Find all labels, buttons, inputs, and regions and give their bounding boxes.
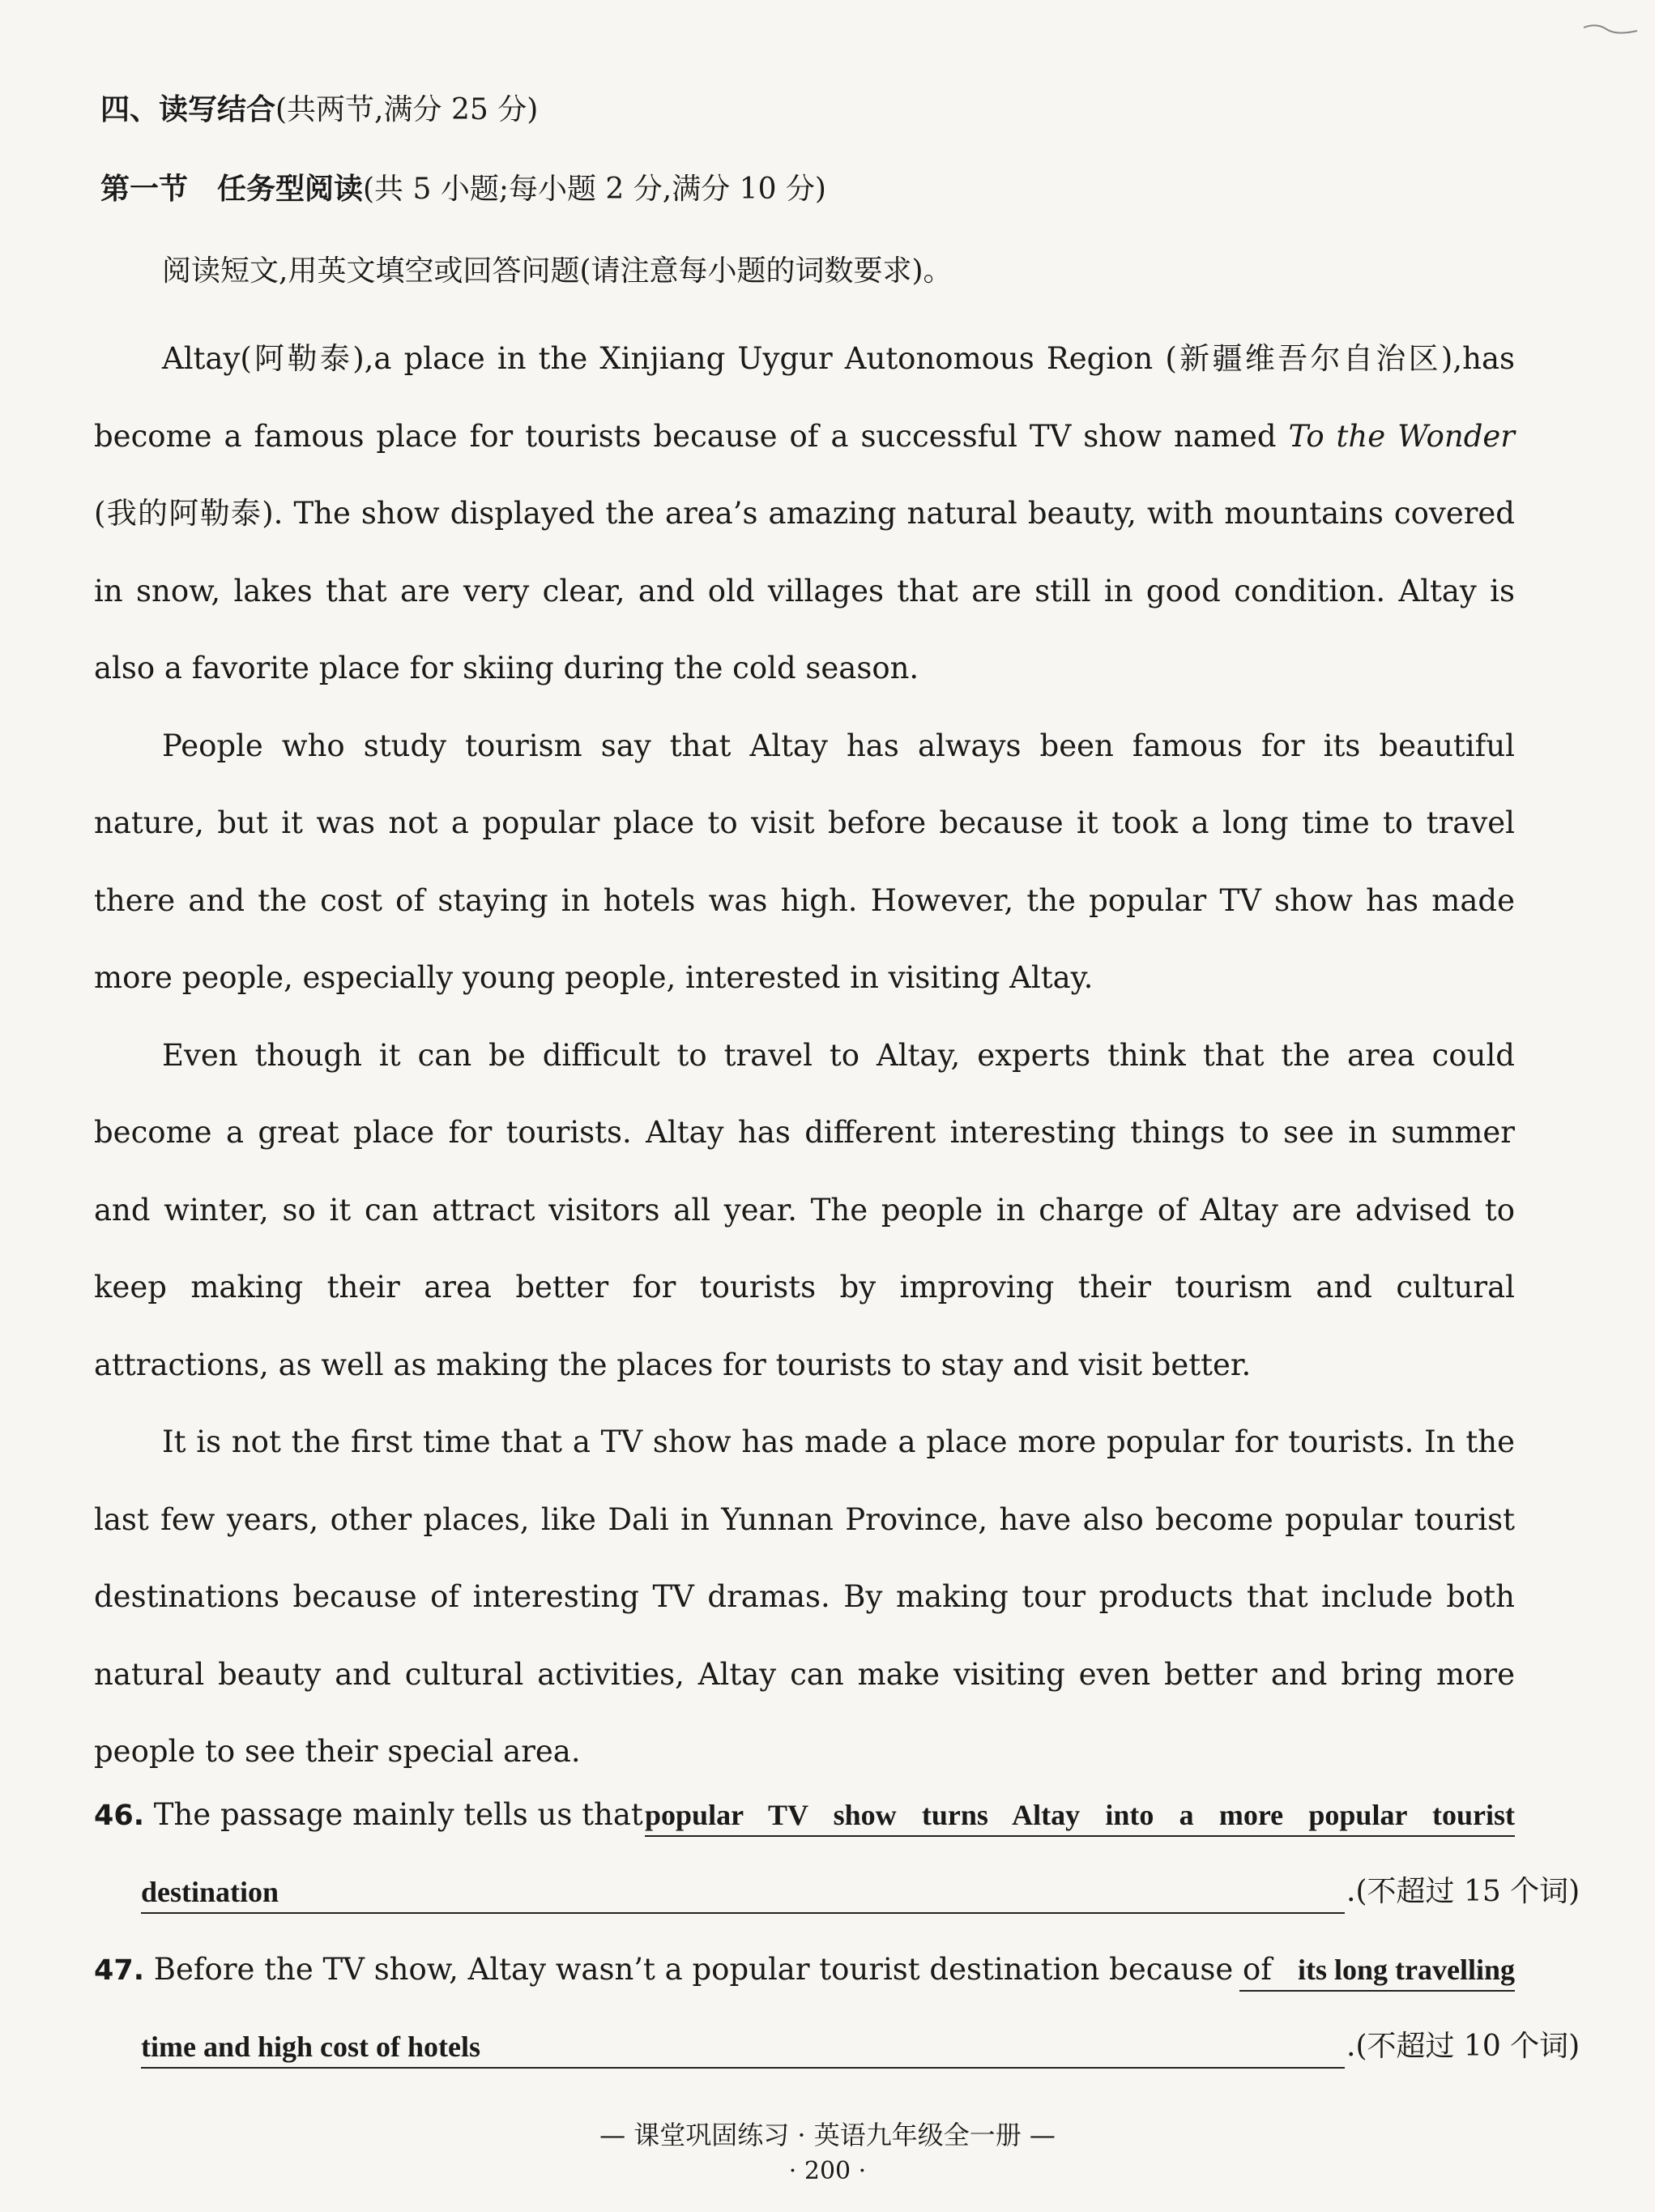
question-46-prompt: 46. The passage mainly tells us that	[94, 1797, 643, 1832]
footer-page-number: · 200 ·	[788, 2157, 867, 2185]
passage-paragraph-3: Even though it can be difficult to travel to Altay, experts think that the area could become a great place for tourists. Altay has different interesting things to see in summer and winter, so it can attract visitors all year. The people in charge of Altay are advised to keep making their area better for tourists by improving their tourism and cultural attractions, as well as making the places for tourists to stay and visit better.	[94, 1037, 1515, 1382]
section-title-label: 第一节 任务型阅读	[100, 173, 364, 206]
reading-instruction: 阅读短文,用英文填空或回答问题(请注意每小题的词数要求)。	[162, 254, 953, 288]
section-title	[100, 172, 826, 207]
question-46-answer-line-1: popular TV show turns Altay into a more popular tourist	[645, 1795, 1515, 1837]
passage-paragraph-4: It is not the first time that a TV show has made a place more popular for tourists. In the last few years, other places, like Dali in Yunnan Province, have also become popular tourist destinations because of interesting TV dramas. By making tour products that include both natural beauty and cultural activities, Altay can make visiting even better and bring more people to see their special area.	[94, 1424, 1515, 1769]
footer-book-title: — 课堂巩固练习 · 英语九年级全一册 —	[599, 2120, 1056, 2150]
question-47-answer-line-2: time and high cost of hotels	[141, 2026, 1345, 2069]
reading-passage	[94, 320, 1515, 1791]
question-47-prompt: 47. Before the TV show, Altay wasn’t a popular tourist destination because of	[94, 1952, 1272, 1987]
part-title-score: (共两节,满分 25 分)	[275, 93, 539, 126]
question-number: 47.	[94, 1954, 145, 1987]
question-47-answer-line-1: its long travelling	[1239, 1949, 1515, 1992]
question-47-word-limit: .(不超过 10 个词)	[1346, 2030, 1580, 2063]
tv-show-title: To the Wonder	[1288, 418, 1515, 454]
passage-paragraph-2: People who study tourism say that Altay has always been famous for its beautiful nature, but it was not a popular place to visit before because it took a long time to travel there and the cost of staying in hotels was high. However, the popular TV show has made more people, especially young people, interested in visiting Altay.	[94, 728, 1515, 995]
question-46-word-limit: .(不超过 15 个词)	[1346, 1875, 1580, 1908]
section-title-score: (共 5 小题;每小题 2 分,满分 10 分)	[363, 173, 826, 206]
question-number: 46.	[94, 1800, 145, 1832]
question-47	[94, 1949, 1580, 2063]
question-46-answer-line-2: destination	[141, 1872, 1345, 1914]
question-46	[94, 1795, 1580, 1908]
part-title	[100, 92, 538, 128]
part-title-label: 四、读写结合	[100, 93, 276, 126]
corner-pen-mark	[1582, 21, 1639, 37]
passage-paragraph-1: Altay(阿勒泰),a place in the Xinjiang Uygur Autonomous Region (新疆维吾尔自治区),has become a famous place for tourists because of a successful TV show named To the Wonder (我的阿勒泰). The show displayed the area’s amazing natural beauty, with mountains covered in snow, lakes that are very clear, and old villages that are still in good condition. Altay is also a favorite place for skiing during the cold season.	[94, 341, 1515, 685]
